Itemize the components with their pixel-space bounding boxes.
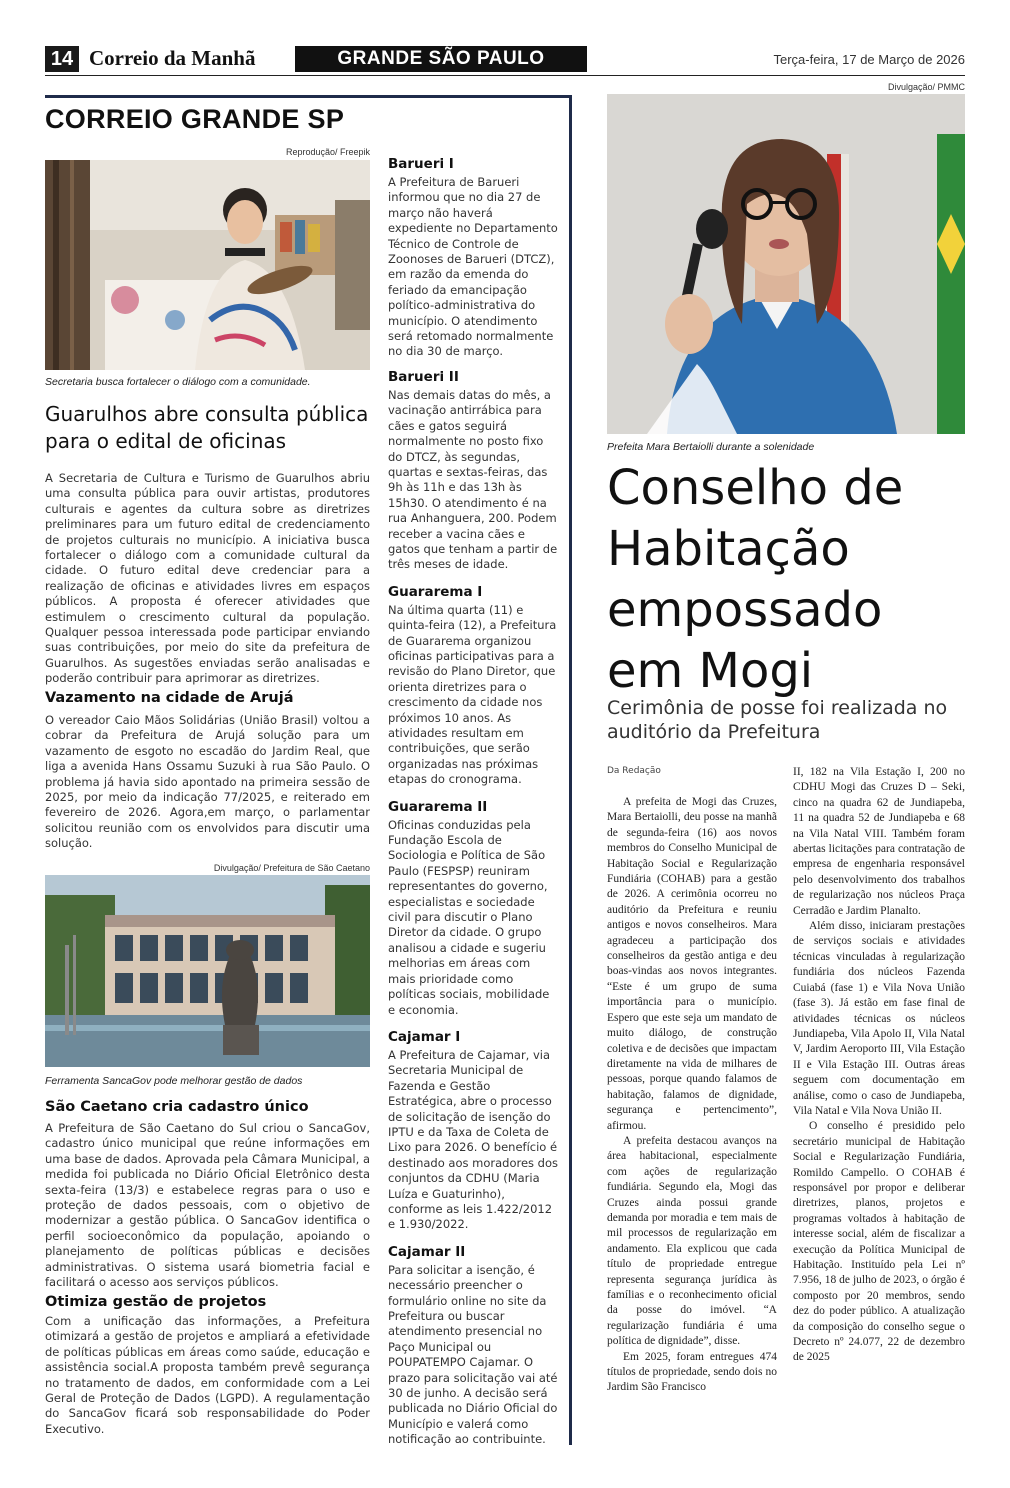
article-column-2: [793, 765, 965, 1366]
issue-date: Terça-feira, 17 de Março de 2026: [773, 52, 965, 67]
headline-line: Conselho de: [607, 460, 904, 516]
photo-credit: Divulgação/ Prefeitura de São Caetano: [213, 863, 370, 873]
section-title: CORREIO GRANDE SP: [45, 104, 345, 134]
story-sao-caetano: [45, 1099, 370, 1290]
headline: Vazamento na cidade de Arujá: [45, 690, 294, 706]
paragraph: Além disso, iniciaram prestações de serviços sociais e atividades técnicas vinculadas à regularização fundiária dos núcleos Fazenda Cuiabá (fase 1) e Vila Nova União (fase 3). Já estão em fase final de atividades técnicas os núcleos Jundiapeba, Vila Apolo II, Vila Natal V, Jardim Aeroporto III, Vila Estação II e Vila Estação III. Outras áreas seguem com documentação em análise, como o caso de Jundiapeba, Vila Natal e Vila Nova União II.: [793, 920, 965, 1117]
paragraph: O conselho é presidido pelo secretário municipal de Habitação Social e Regularização Fundiária, Romildo Campello. O COHAB é responsável por propor e deliberar diretrizes, planos, projetos e programas voltados à habitação de interesse social, além de fiscalizar a execução da Política Municipal de Habitação. Instituído pela Lei nº 7.956, 18 de julho de 2023, o órgão é composto por 20 membros, sendo dez do poder público. A atualização da composição do conselho segue o Decreto nº 24.077, 22 de dezembro de 2025: [793, 1120, 965, 1364]
photo-credit: Divulgação/ PMMC: [887, 82, 965, 92]
brief-body: Nas demais datas do mês, a vacinação antirrábica para cães e gatos seguirá normalmente no posto fixo do DTCZ, às segundas, quartas e sextas-feiras, das 9h às 11h e das 13h às 15h30. O atendimento é na rua Anhanguera, 200. Podem receber a vacina cães e gatos que tenham a partir de três meses de idade.: [388, 387, 558, 572]
story-guarulhos: [45, 401, 370, 687]
section-label: GRANDE SÃO PAULO: [295, 46, 587, 72]
body-text: O vereador Caio Mãos Solidárias (União Brasil) voltou a cobrar da Prefeitura de Arujá solução para um vazamento de esgoto no escadão do Jardim Real, que liga a avenida Hans Ossamu Suzuki à rua São Paulo. O problema já havia sido apontado na primeira sessão de 2025, por meio da indicação 77/2025, e reiterado em fevereiro de 2026. Agora,em março, o parlamentar solicitou reunião com os envolvidos para discutir uma solução.: [45, 713, 370, 851]
headline: São Caetano cria cadastro único: [45, 1099, 309, 1115]
mayor-photo: [607, 94, 965, 434]
paragraph: A prefeita de Mogi das Cruzes, Mara Bertaiolli, deu posse na manhã de segunda-feira (16) aos novos membros do Conselho Municipal de Habitação Social e Regularização Fundiária (COHAB) para a gestão de 2026. A cerimônia ocorreu no auditório da Prefeitura e reuniu antigos e novos conselheiros. Mara agradeceu a participação dos conselheiros da gestão antiga e deu boas-vindas aos novos integrantes. “Este é um grupo de suma importância para o município. Espero que este seja um mandato de muito diálogo, de construção coletiva e de decisões que impactam diretamente na vida de milhares de pessoas, porque quando falamos de habitação, falamos de dignidade, segurança e pertencimento”, afirmou.: [607, 796, 777, 1132]
headline-line: em Mogi: [607, 643, 814, 699]
masthead-logo: Correio da Manhã: [89, 46, 256, 70]
headline: Guarulhos abre consulta pública para o edital de oficinas: [45, 402, 369, 453]
photo-caption: Secretaria busca fortalecer o diálogo com a comunidade.: [45, 376, 311, 388]
byline: Da Redação: [607, 766, 661, 776]
building-photo: [45, 875, 370, 1067]
artist-photo: [45, 160, 370, 370]
article-headline: [607, 458, 967, 702]
brief-body: A Prefeitura de Cajamar, via Secretaria Municipal de Fazenda e Gestão Estratégica, abre o processo de solicitação de isenção do IPTU e da Taxa de Coleta de Lixo para 2026. O benefício é destinado aos moradores dos conjuntos da CDHU (Maria Luíza e Guaturinho), conforme as leis 1.422/2012 e 1.930/2022.: [388, 1047, 559, 1232]
headline: Otimiza gestão de projetos: [45, 1294, 267, 1310]
brief-title-barueri-1: Barueri I: [388, 156, 454, 172]
paragraph: II, 182 na Vila Estação I, 200 no CDHU Mogi das Cruzes D – Seki, cinco na quadra 62 de Jundiapeba, 11 na quadra 52 de Jundiapeba e 68 na Vila Natal VIII. Também foram abertas licitações para contratação de empresa de engenharia responsável pelo desenvolvimento dos trabalhos de regularização nos núcleos Praça Cerradão e Jardim Planalto.: [793, 766, 965, 917]
brief-title-cajamar-2: Cajamar II: [388, 1243, 466, 1260]
briefs-column: [388, 156, 558, 1448]
brief-title-guararema-1: Guararema I: [388, 583, 483, 600]
story-otimiza: [45, 1294, 370, 1437]
brief-body: A Prefeitura de Barueri informou que no dia 27 de março não haverá expediente no Departamento Técnico de Controle de Zoonoses de Barueri (DTCZ), em razão da emenda do feriado da emancipação político-administrativa do município. O atendimento será retomado normalmente no dia 30 de março.: [388, 175, 558, 359]
header-divider: [45, 75, 965, 76]
brief-title-barueri-2: Barueri II: [388, 368, 459, 385]
body-text: Com a unificação das informações, a Prefeitura otimizará a gestão de projetos e ampliará a efetividade de políticas públicas em áreas como saúde, educação e assistência social.A proposta também prevê segurança no tratamento de dados, em conformidade com a Lei Geral de Proteção de Dados (LGPD). A regulamentação do SancaGov ficará sob responsabilidade do Poder Executivo.: [45, 1314, 370, 1436]
brief-title-guararema-2: Guararema II: [388, 798, 488, 815]
brief-body: Para solicitar a isenção, é necessário preencher o formulário online no site da Prefeitura ou buscar atendimento presencial no Paço Municipal ou POUPATEMPO Cajamar. O prazo para solicitação vai até 30 de junho. A decisão será publicada no Diário Oficial do Município e valerá como notificação ao contribuinte.: [388, 1262, 558, 1447]
brief-body: Oficinas conduzidas pela Fundação Escola de Sociologia e Política de São Paulo (FESPSP) reuniram representantes do governo, especialistas e sociedade civil para discutir o Plano Diretor da cidade. O grupo analisou a cidade e sugeriu melhorias em áreas com mais prioridade como políticas sociais, mobilidade e economia.: [388, 817, 550, 1017]
headline-line: empossado: [607, 582, 883, 638]
photo-caption: Prefeita Mara Bertaiolli durante a solenidade: [607, 441, 815, 453]
headline-line: Habitação: [607, 521, 850, 577]
paragraph: A prefeita destacou avanços na área habitacional, especialmente com ações de regularização fundiária. Segundo ela, Mogi das Cruzes ainda possui grande demanda por moradia e tem mais de mil processos de regularização em andamento. Ela explicou que cada título de propriedade entregue representa segurança jurídica às famílias e o reconhecimento oficial da posse do imóvel. “A regularização fundiária é uma política de dignidade”, disse.: [607, 1134, 777, 1348]
paragraph: Em 2025, foram entregues 474 títulos de propriedade, sendo dois no Jardim São Francisco: [607, 1350, 777, 1394]
article-column-1: [607, 795, 777, 1396]
page-header: [45, 40, 965, 76]
brief-title-cajamar-1: Cajamar I: [388, 1028, 461, 1045]
story-aruja: [45, 690, 370, 852]
column-frame-top: [45, 95, 572, 98]
body-text: A Secretaria de Cultura e Turismo de Guarulhos abriu uma consulta pública para ouvir artistas, produtores culturais e agentes da cultura sobre as diretrizes preliminares para um futuro edital de credenciamento de projetos culturais no município. A iniciativa busca fortalecer o diálogo com a comunidade cultural da cidade. O futuro edital deve credenciar para a realização de oficinas e atividades livres em espaços públicos. A proposta é oferecer atividades que estimulem o crescimento cultural da população. Qualquer pessoa interessada pode participar enviando suas contribuições, por meio do site da prefeitura de Guarulhos. As sugestões enviadas serão analisadas e poderão contribuir para aprimorar as diretrizes.: [45, 471, 370, 686]
brief-body: Na última quarta (11) e quinta-feira (12), a Prefeitura de Guararema organizou oficinas participativas para a revisão do Plano Diretor, que orienta diretrizes para o crescimento da cidade nos próximos 10 anos. As atividades resultam em contribuições, que serão organizadas nas próximas etapas do cronograma.: [388, 602, 557, 787]
article-subtitle: Cerimônia de posse foi realizada no auditório da Prefeitura: [607, 697, 948, 743]
photo-credit: Reprodução/ Freepik: [285, 147, 370, 157]
body-text: A Prefeitura de São Caetano do Sul criou o SancaGov, cadastro único municipal que reúne informações em uma base de dados. Aprovada pela Câmara Municipal, a medida foi publicada no Diário Oficial Eletrônico desta sexta-feira (13/3) e estabelece regras para o uso e proteção de dados pessoais, com o objetivo de modernizar a gestão pública. O SancaGov identifica o perfil socioeconômico da população, apoiando o planejamento de políticas públicas e decisões administrativas. O sistema usará biometria facial e facilitará o acesso aos serviços públicos.: [45, 1121, 370, 1290]
page-number: 14: [45, 46, 79, 72]
photo-caption: Ferramenta SancaGov pode melhorar gestão de dados: [45, 1075, 303, 1087]
column-frame-right: [569, 95, 572, 1445]
